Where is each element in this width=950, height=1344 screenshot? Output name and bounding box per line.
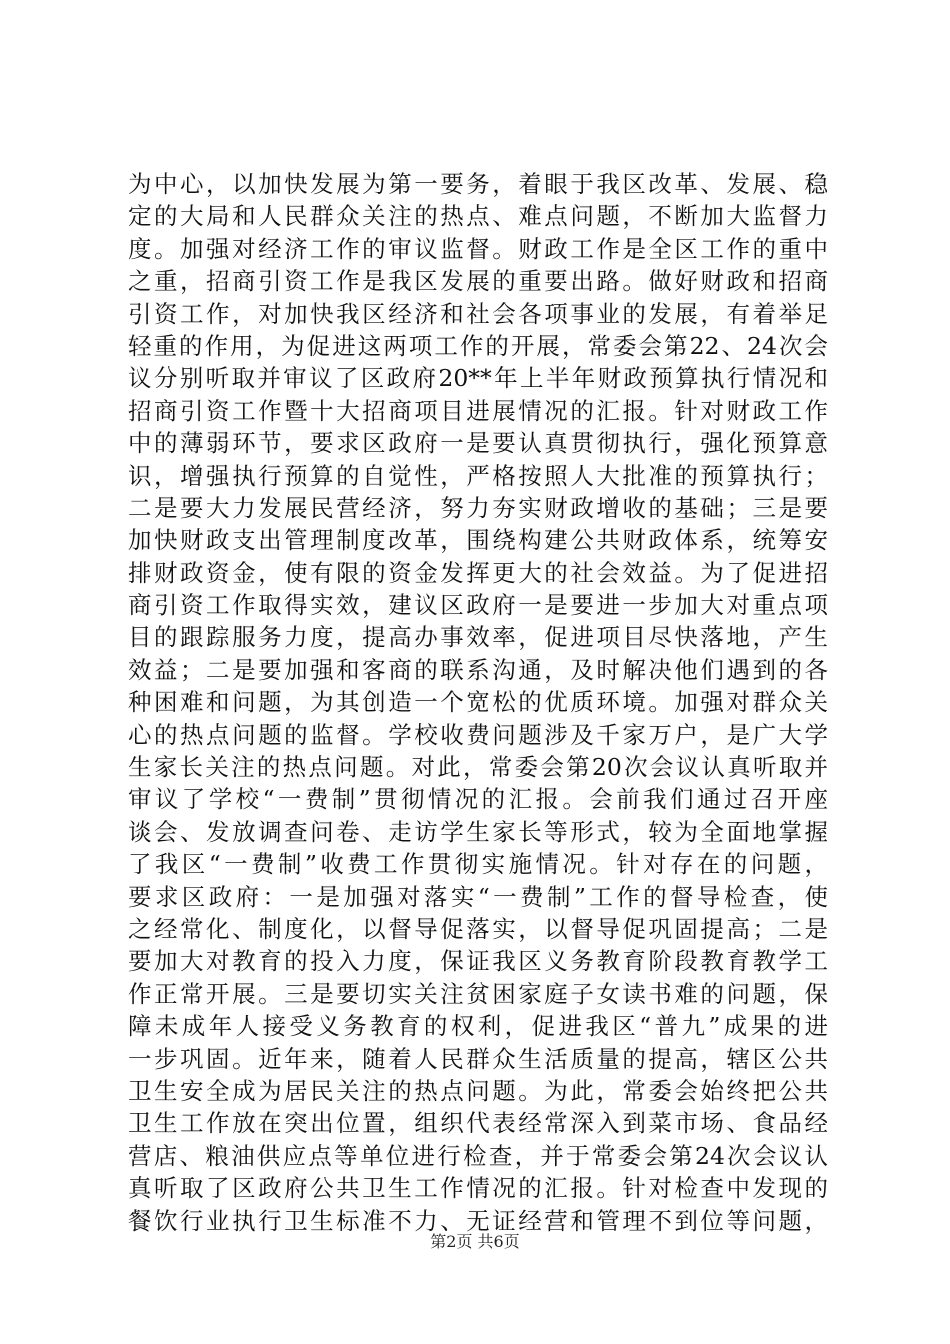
- text-line: 招商引资工作暨十大招商项目进展情况的汇报。针对财政工作: [128, 396, 828, 425]
- text-line: 定的大局和人民群众关注的热点、难点问题，不断加大监督力: [128, 202, 828, 231]
- text-line: 加快财政支出管理制度改革，围绕构建公共财政体系，统筹安: [128, 526, 828, 555]
- text-line: 识，增强执行预算的自觉性，严格按照人大批准的预算执行；: [128, 461, 828, 490]
- text-line: 要加大对教育的投入力度，保证我区义务教育阶段教育教学工: [128, 947, 828, 976]
- text-line: 审议了学校“一费制”贯彻情况的汇报。会前我们通过召开座: [128, 785, 828, 814]
- text-line: 一步巩固。近年来，随着人民群众生活质量的提高，辖区公共: [128, 1044, 828, 1073]
- text-line: 谈会、发放调查问卷、走访学生家长等形式，较为全面地掌握: [128, 817, 828, 846]
- page-footer: 第2页 共6页: [430, 1232, 520, 1251]
- body-text: [128, 168, 828, 1237]
- text-line: 效益；二是要加强和客商的联系沟通，及时解决他们遇到的各: [128, 655, 828, 684]
- text-line: 真听取了区政府公共卫生工作情况的汇报。针对检查中发现的: [128, 1174, 828, 1203]
- text-line: 度。加强对经济工作的审议监督。财政工作是全区工作的重中: [128, 234, 828, 263]
- text-line: 障未成年人接受义务教育的权利，促进我区“普九”成果的进: [128, 1012, 828, 1041]
- text-line: 商引资工作取得实效，建议区政府一是要进一步加大对重点项: [128, 591, 828, 620]
- text-line: 轻重的作用，为促进这两项工作的开展，常委会第22、24次会: [128, 331, 828, 360]
- text-line: 为中心，以加快发展为第一要务，着眼于我区改革、发展、稳: [128, 170, 828, 198]
- text-line: 引资工作，对加快我区经济和社会各项事业的发展，有着举足: [128, 299, 828, 328]
- text-line: 了我区“一费制”收费工作贯彻实施情况。针对存在的问题，: [128, 850, 828, 879]
- text-line: 生家长关注的热点问题。对此，常委会第20次会议认真听取并: [128, 753, 828, 782]
- text-line: 营店、粮油供应点等单位进行检查，并于常委会第24次会议认: [128, 1141, 828, 1170]
- text-line: 之重，招商引资工作是我区发展的重要出路。做好财政和招商: [128, 267, 828, 296]
- text-line: 卫生安全成为居民关注的热点问题。为此，常委会始终把公共: [128, 1076, 828, 1105]
- text-line: 目的跟踪服务力度，提高办事效率，促进项目尽快落地，产生: [128, 623, 828, 652]
- text-line: 要求区政府：一是加强对落实“一费制”工作的督导检查，使: [128, 882, 828, 911]
- text-line: 之经常化、制度化，以督导促落实，以督导促巩固提高；二是: [128, 914, 828, 943]
- text-line: 二是要大力发展民营经济，努力夯实财政增收的基础；三是要: [128, 493, 828, 522]
- text-line: 种困难和问题，为其创造一个宽松的优质环境。加强对群众关: [128, 688, 828, 717]
- text-line: 餐饮行业执行卫生标准不力、无证经营和管理不到位等问题，: [128, 1206, 828, 1235]
- text-line: 卫生工作放在突出位置，组织代表经常深入到菜市场、食品经: [128, 1109, 828, 1138]
- text-line: 心的热点问题的监督。学校收费问题涉及千家万户，是广大学: [128, 720, 828, 749]
- text-line: 排财政资金，使有限的资金发挥更大的社会效益。为了促进招: [128, 558, 828, 587]
- text-line: 议分别听取并审议了区政府20**年上半年财政预算执行情况和: [128, 364, 828, 393]
- text-line: 作正常开展。三是要切实关注贫困家庭子女读书难的问题，保: [128, 979, 828, 1008]
- text-line: 中的薄弱环节，要求区政府一是要认真贯彻执行，强化预算意: [128, 429, 828, 458]
